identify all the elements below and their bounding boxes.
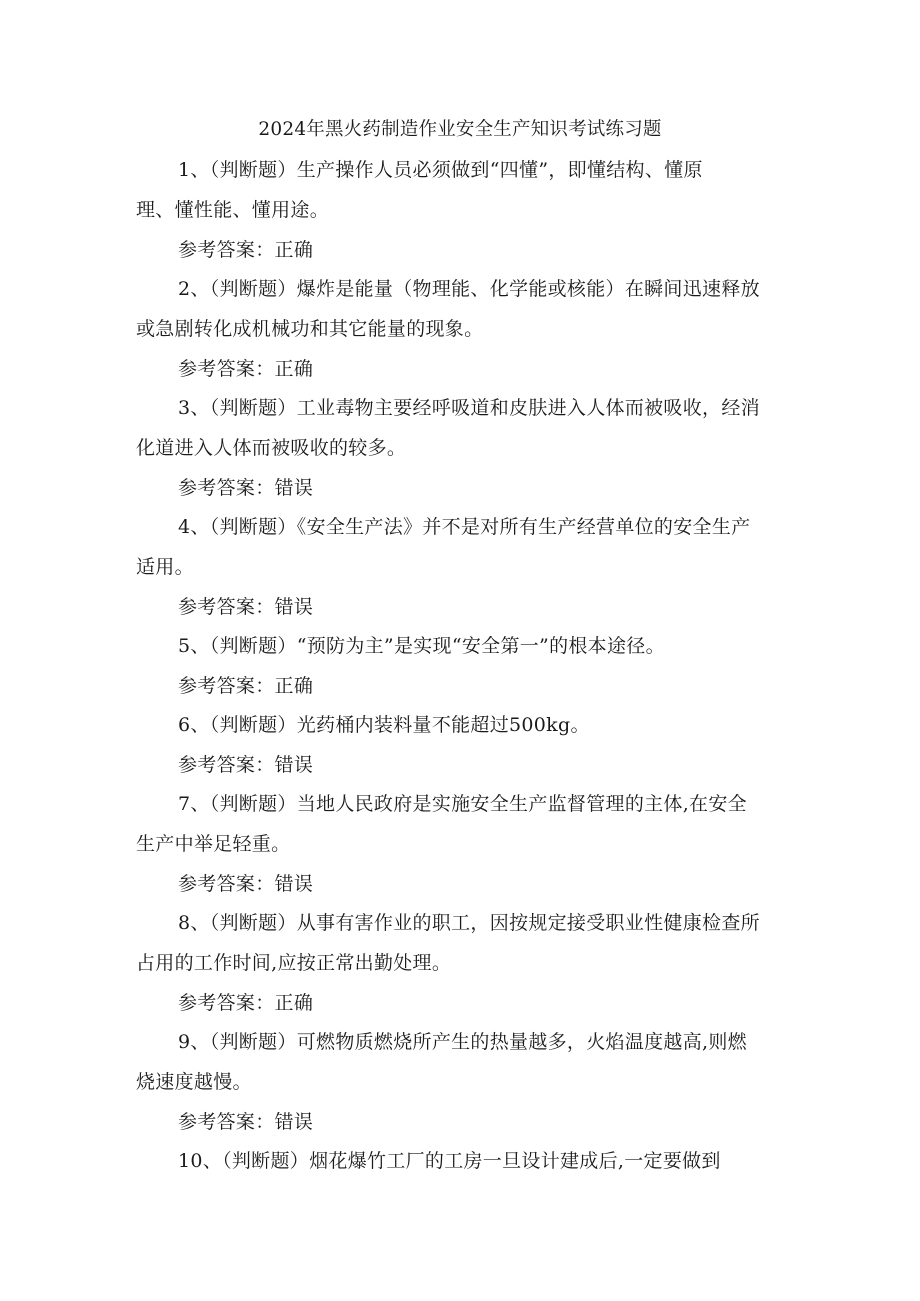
answer-label: 参考答案： (178, 675, 275, 697)
question-item (136, 790, 790, 898)
question-item (136, 275, 790, 383)
question-item (136, 711, 790, 779)
question-type: （判断题） (209, 793, 297, 815)
answer-line (136, 1108, 790, 1136)
answer-label: 参考答案： (178, 596, 275, 618)
question-item (136, 1147, 790, 1175)
answer-line (136, 355, 790, 383)
question-text: 光药桶内装料量不能超过500kg。 (296, 714, 590, 736)
question-number: 7、 (178, 793, 210, 815)
question-type: （判断题） (209, 714, 297, 736)
answer-line (136, 593, 790, 621)
question-text-continuation: 化道进入人体而被吸收的较多。 (136, 437, 407, 459)
answer-value: 正确 (274, 239, 314, 261)
question-text-continuation: 理、懂性能、懂用途。 (136, 199, 330, 221)
question-text-line (136, 513, 790, 541)
question-item (136, 394, 790, 502)
answer-value: 错误 (274, 754, 314, 776)
question-type: （判断题） (209, 635, 297, 657)
answer-value: 错误 (274, 1111, 314, 1133)
answer-line (136, 474, 790, 502)
question-type: （判断题） (209, 1031, 297, 1053)
answer-label: 参考答案： (178, 477, 275, 499)
question-text-continuation: 占用的工作时间,应按正常出勤处理。 (136, 952, 452, 974)
question-text-continuation: 生产中举足轻重。 (136, 833, 291, 855)
question-type: （判断题） (209, 516, 297, 538)
question-text-line (136, 156, 790, 184)
answer-label: 参考答案： (178, 992, 275, 1014)
answer-value: 正确 (274, 992, 314, 1014)
question-type: （判断题） (222, 1150, 310, 1172)
question-text-line (136, 909, 790, 937)
question-number: 9、 (178, 1031, 210, 1053)
question-text-line (136, 790, 790, 818)
question-item (136, 156, 790, 264)
question-number: 4、 (178, 516, 210, 538)
question-text: 当地人民政府是实施安全生产监督管理的主体,在安全 (296, 793, 747, 815)
question-item (136, 909, 790, 1017)
question-text: 工业毒物主要经呼吸道和皮肤进入人体而被吸收，经消 (296, 397, 760, 419)
question-list (136, 156, 790, 1175)
question-number: 5、 (178, 635, 210, 657)
question-text-line (136, 1147, 790, 1175)
question-text: 从事有害作业的职工，因按规定接受职业性健康检查所 (296, 912, 760, 934)
question-text-continuation: 烧速度越慢。 (136, 1071, 252, 1093)
answer-label: 参考答案： (178, 754, 275, 776)
question-item (136, 513, 790, 621)
answer-label: 参考答案： (178, 1111, 275, 1133)
question-number: 10、 (178, 1150, 223, 1172)
question-number: 6、 (178, 714, 210, 736)
question-text-line (136, 275, 790, 303)
question-text: “预防为主”是实现“安全第一”的根本途径。 (296, 635, 665, 657)
question-type: （判断题） (209, 397, 297, 419)
question-type: （判断题） (209, 278, 297, 300)
answer-value: 正确 (274, 675, 314, 697)
answer-value: 错误 (274, 477, 314, 499)
question-text: 爆炸是能量（物理能、化学能或核能）在瞬间迅速释放 (296, 278, 760, 300)
question-text-line (136, 632, 790, 660)
answer-value: 错误 (274, 873, 314, 895)
answer-line (136, 989, 790, 1017)
document-title: 2024年黑火药制造作业安全生产知识考试练习题 (258, 119, 662, 140)
answer-label: 参考答案： (178, 239, 275, 261)
question-number: 2、 (178, 278, 210, 300)
question-type: （判断题） (209, 159, 297, 181)
question-text: 《安全生产法》并不是对所有生产经营单位的安全生产 (296, 516, 751, 538)
question-type: （判断题） (209, 912, 297, 934)
question-text-line (136, 394, 790, 422)
question-number: 1、 (178, 159, 210, 181)
answer-value: 正确 (274, 358, 314, 380)
question-text-line (136, 711, 790, 739)
question-text: 烟花爆竹工厂的工房一旦设计建成后,一定要做到 (309, 1150, 721, 1172)
question-item (136, 632, 790, 700)
question-text: 可燃物质燃烧所产生的热量越多，火焰温度越高,则燃 (296, 1031, 747, 1053)
question-text-continuation: 或急剧转化成机械功和其它能量的现象。 (136, 318, 484, 340)
question-number: 3、 (178, 397, 210, 419)
answer-line (136, 870, 790, 898)
answer-line (136, 236, 790, 264)
question-text: 生产操作人员必须做到“四懂”，即懂结构、懂原 (296, 159, 703, 181)
answer-line (136, 672, 790, 700)
answer-label: 参考答案： (178, 358, 275, 380)
question-number: 8、 (178, 912, 210, 934)
answer-value: 错误 (274, 596, 314, 618)
answer-line (136, 751, 790, 779)
answer-label: 参考答案： (178, 873, 275, 895)
question-text-line (136, 1028, 790, 1056)
question-item (136, 1028, 790, 1136)
question-text-continuation: 适用。 (136, 556, 194, 578)
